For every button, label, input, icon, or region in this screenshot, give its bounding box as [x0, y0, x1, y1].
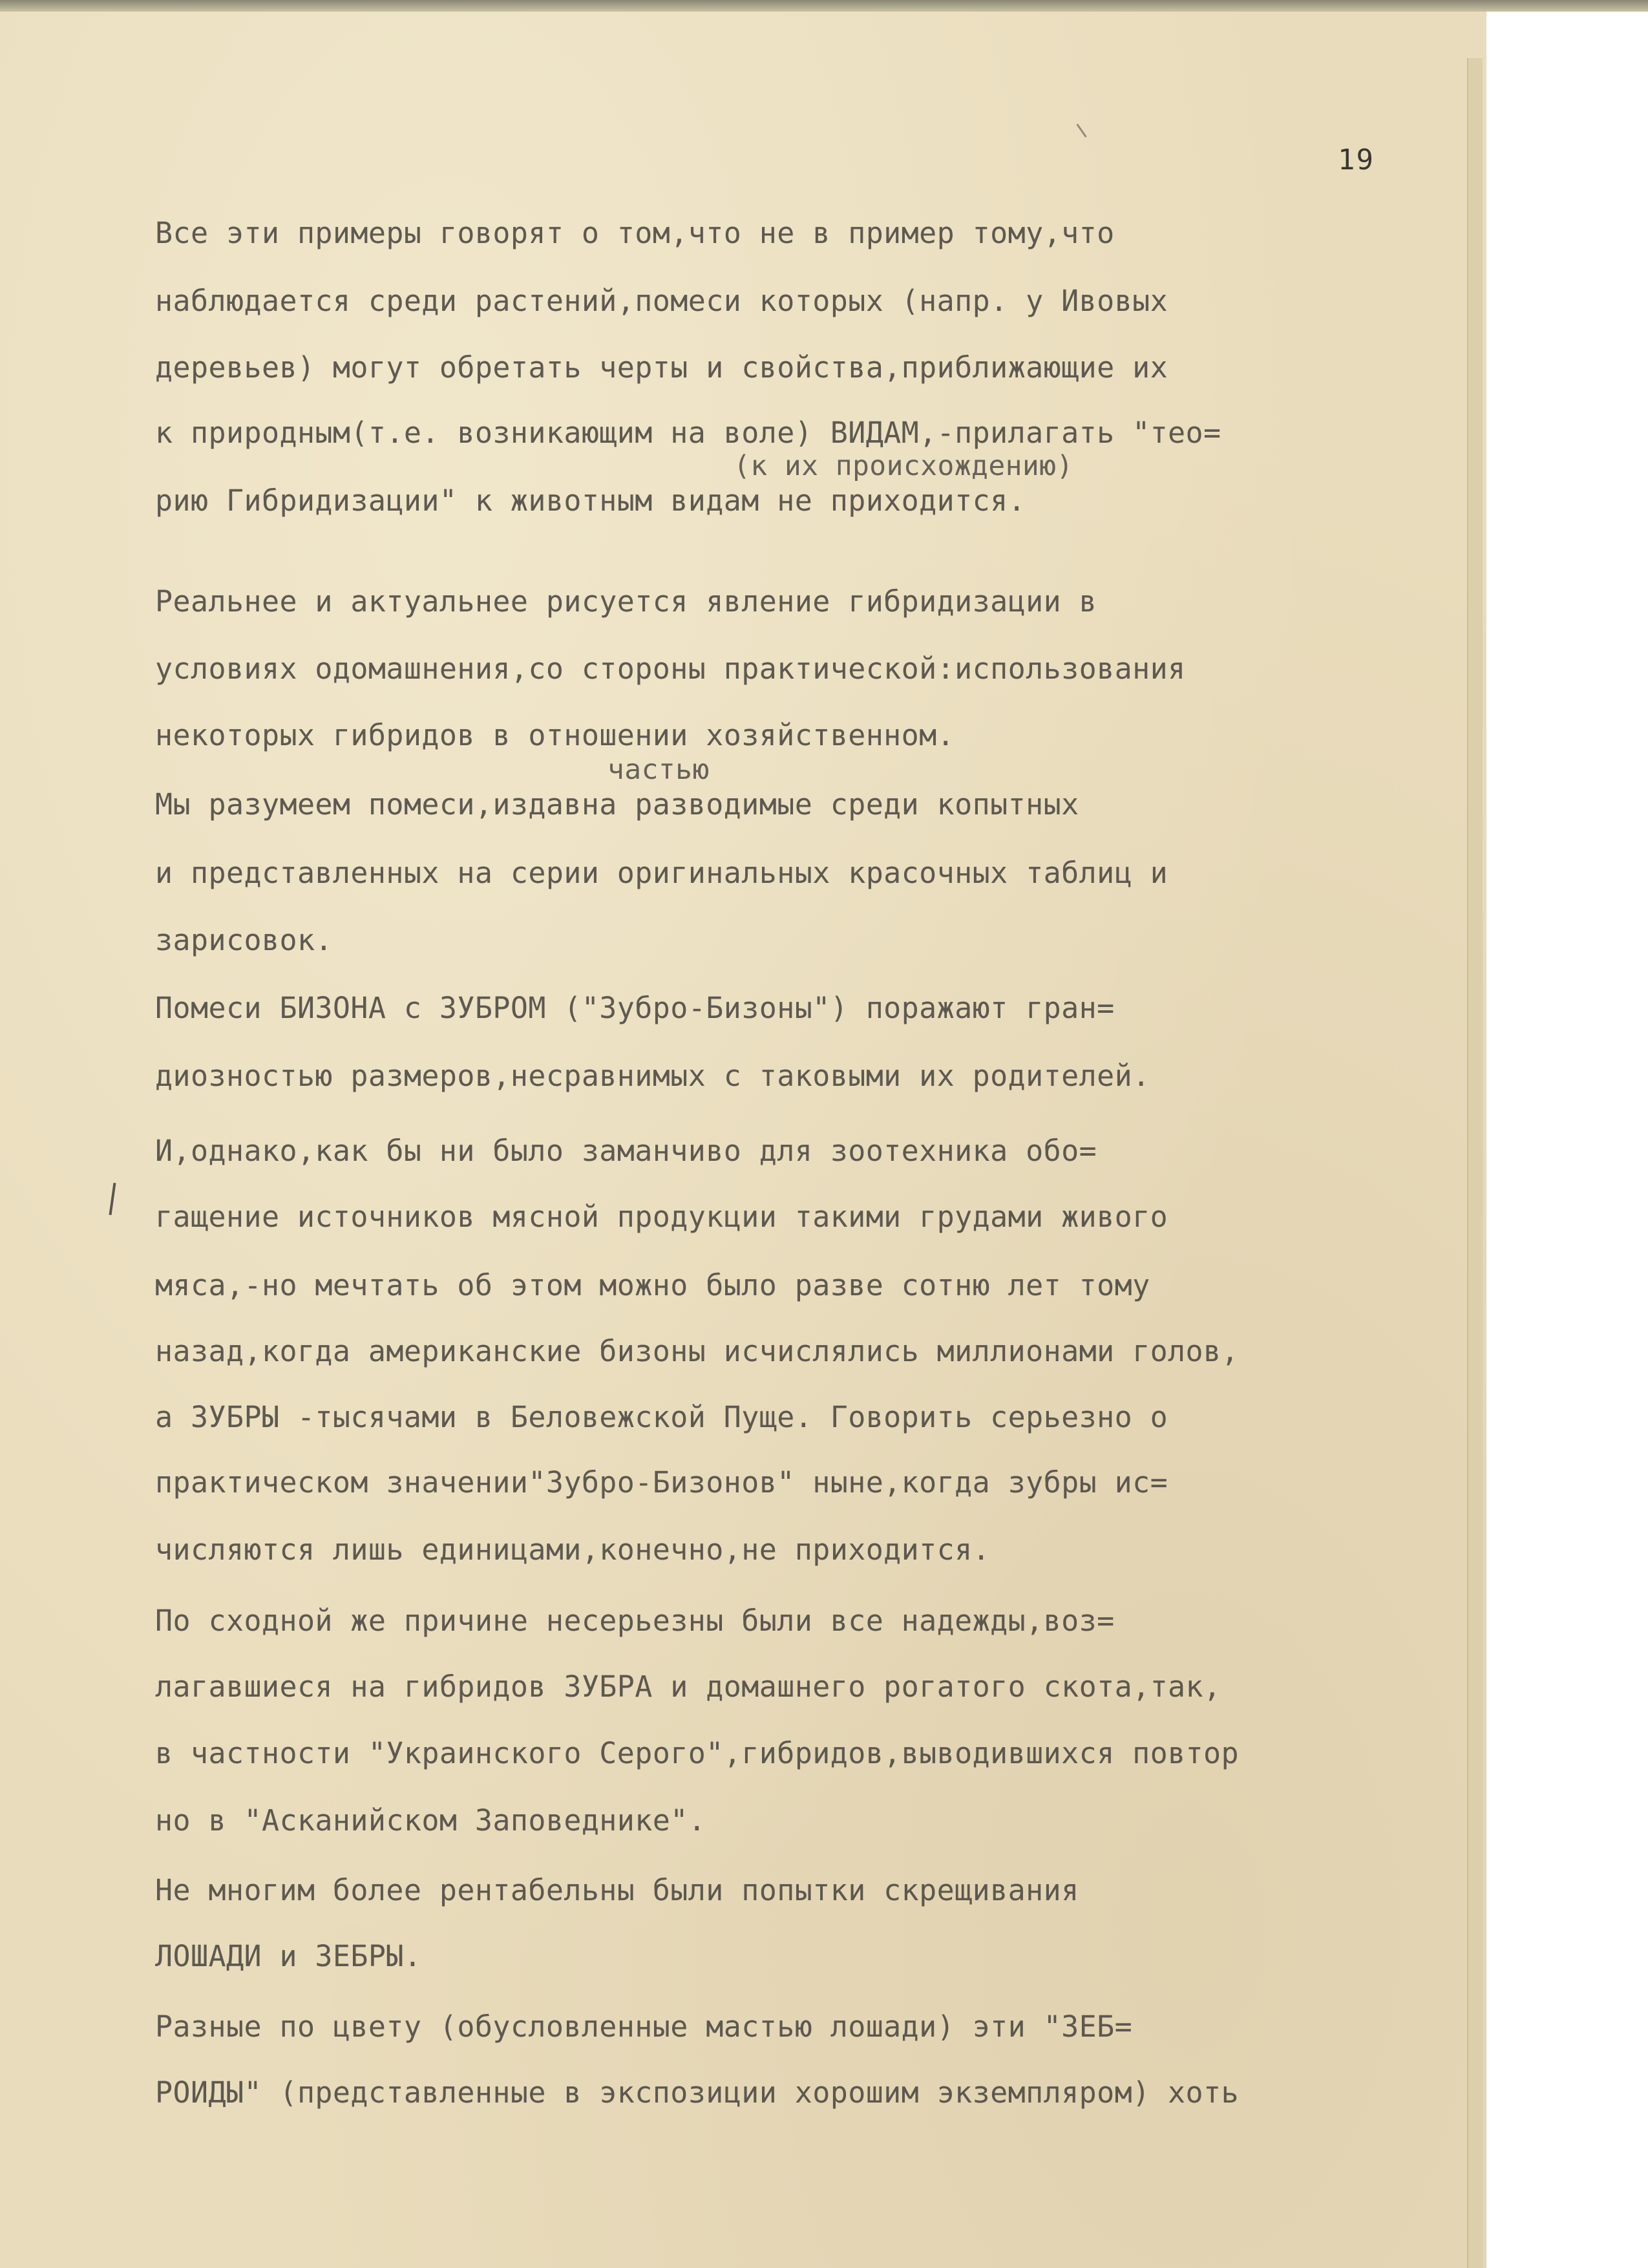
text-line: наблюдается среди растений,помеси которых (напр. у Ивовых — [155, 284, 1168, 318]
text-line: условиях одомашнения,со стороны практической:использования — [155, 652, 1186, 686]
text-line: Разные по цвету (обусловленные мастью лошади) эти "ЗЕБ= — [155, 2009, 1133, 2044]
text-line: По сходной же причине несерьезны были все надежды,воз= — [155, 1604, 1115, 1638]
interlinear-insertion: частью — [607, 754, 710, 786]
text-line: Реальнее и актуальнее рисуется явление гибридизации в — [155, 584, 1097, 619]
text-line: числяются лишь единицами,конечно,не приходится. — [155, 1532, 991, 1567]
text-line: Помеси БИЗОНА с ЗУБРОМ ("Зубро-Бизоны") поражают гран= — [155, 991, 1115, 1025]
text-line: И,однако,как бы ни было заманчиво для зоотехника обо= — [155, 1134, 1097, 1168]
text-line: Не многим более рентабельны были попытки скрещивания — [155, 1873, 1079, 1907]
text-line: РОИДЫ" (представленные в экспозиции хорошим экземпляром) хоть — [155, 2075, 1240, 2110]
text-line: диозностью размеров,несравнимых с таковыми их родителей. — [155, 1059, 1150, 1093]
page-number: 19 — [1338, 143, 1375, 176]
text-line: гащение источников мясной продукции такими грудами живого — [155, 1200, 1168, 1234]
text-line: некоторых гибридов в отношении хозяйственном. — [155, 718, 955, 752]
text-line: в частности "Украинского Серого",гибридов,выводившихся повтор — [155, 1736, 1240, 1770]
text-line: а ЗУБРЫ -тысячами в Беловежской Пуще. Говорить серьезно о — [155, 1400, 1168, 1434]
text-line: деревьев) могут обретать черты и свойства,приближающие их — [155, 350, 1168, 385]
text-line: ЛОШАДИ и ЗЕБРЫ. — [155, 1939, 422, 1973]
text-line: но в "Асканийском Заповеднике". — [155, 1803, 706, 1838]
underlying-sheet-edge — [1467, 58, 1483, 2268]
text-line: зарисовок. — [155, 923, 333, 957]
text-line: Мы разумеем помеси,издавна разводимые среди копытных — [155, 787, 1079, 821]
text-line: и представленных на серии оригинальных красочных таблиц и — [155, 856, 1168, 890]
text-line: мяса,-но мечтать об этом можно было разве сотню лет тому — [155, 1268, 1150, 1302]
sheet-edge — [0, 0, 1648, 12]
text-line: лагавшиеся на гибридов ЗУБРА и домашнего рогатого скота,так, — [155, 1669, 1221, 1704]
interlinear-insertion: (к их происхождению) — [734, 450, 1073, 482]
text-line: рию Гибридизации" к животным видам не приходится. — [155, 483, 1026, 518]
text-line: практическом значении"Зубро-Бизонов" ныне,когда зубры ис= — [155, 1465, 1168, 1500]
text-line: к природным(т.е. возникающим на воле) ВИДАМ,-прилагать "тео= — [155, 416, 1221, 450]
text-line: назад,когда американские бизоны исчислялись миллионами голов, — [155, 1334, 1240, 1368]
text-line: Все эти примеры говорят о том,что не в пример тому,что — [155, 216, 1115, 250]
